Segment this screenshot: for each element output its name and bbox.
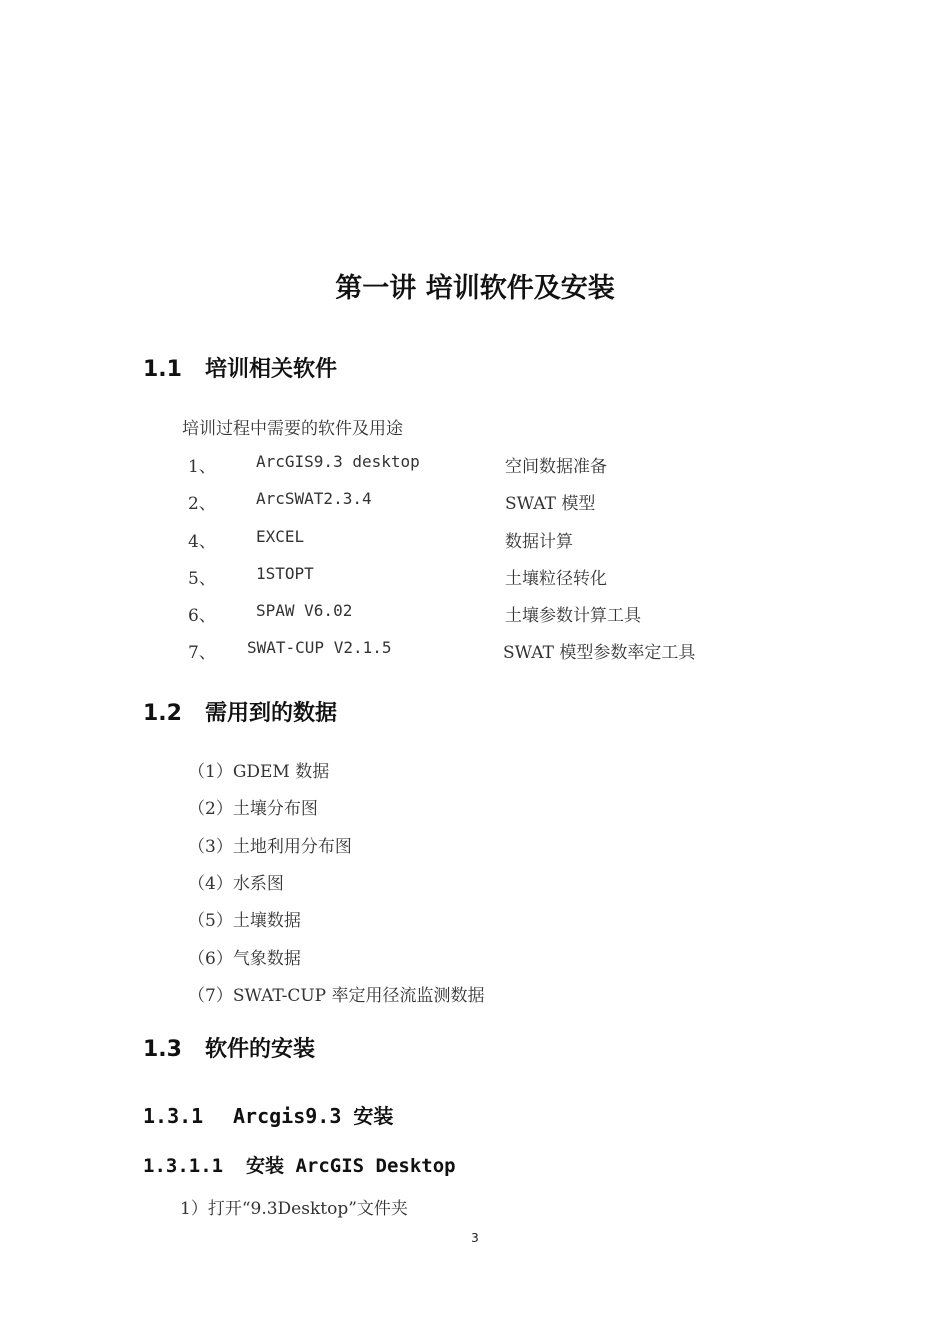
software-index: 4、 (188, 532, 216, 552)
software-row (0, 601, 950, 625)
software-use: 数据计算 (505, 532, 573, 552)
software-index: 6、 (188, 606, 216, 626)
section-title: 培训相关软件 (205, 357, 338, 382)
page-title: 第一讲 培训软件及安装 (335, 273, 615, 304)
software-row (0, 527, 950, 551)
list-item: （4）水系图 (188, 874, 284, 894)
section-title: 需用到的数据 (205, 701, 338, 726)
software-name: ArcSWAT2.3.4 (256, 489, 372, 508)
section-number: 1.2 (143, 701, 182, 726)
software-index: 7、 (188, 643, 216, 663)
software-name: 1STOPT (256, 564, 314, 583)
list-item: （7）SWAT-CUP 率定用径流监测数据 (188, 986, 485, 1006)
software-use: 土壤粒径转化 (505, 569, 607, 589)
software-intro: 培训过程中需要的软件及用途 (182, 419, 403, 439)
section-heading-1-3 (143, 1032, 315, 1063)
install-step: 1）打开“9.3Desktop”文件夹 (180, 1199, 408, 1219)
section-number: 1.1 (143, 357, 182, 382)
subsection-number: 1.3.1.1 (143, 1155, 224, 1177)
subsection-heading-1-3-1 (143, 1100, 393, 1129)
page-number: 3 (471, 1231, 479, 1245)
subsection-number: 1.3.1 (143, 1104, 204, 1128)
subsection-title: Arcgis9.3 安装 (233, 1104, 394, 1128)
software-row (0, 638, 950, 662)
section-heading-1-1 (143, 352, 337, 383)
software-use: SWAT 模型 (505, 494, 596, 514)
list-item: （3）土地利用分布图 (188, 837, 352, 857)
software-use: 空间数据准备 (505, 457, 607, 477)
software-row (0, 489, 950, 513)
software-name: SWAT-CUP V2.1.5 (247, 638, 392, 657)
software-row (0, 564, 950, 588)
software-name: ArcGIS9.3 desktop (256, 452, 420, 471)
software-use: 土壤参数计算工具 (505, 606, 641, 626)
list-item: （6）气象数据 (188, 949, 301, 969)
subsection-title: 安装 ArcGIS Desktop (246, 1155, 456, 1177)
software-index: 2、 (188, 494, 216, 514)
list-item: （1）GDEM 数据 (188, 762, 330, 782)
list-item: （2）土壤分布图 (188, 799, 318, 819)
list-item: （5）土壤数据 (188, 911, 301, 931)
section-title: 软件的安装 (205, 1037, 316, 1062)
software-use: SWAT 模型参数率定工具 (503, 643, 696, 663)
software-row (0, 452, 950, 476)
software-name: SPAW V6.02 (256, 601, 353, 620)
software-index: 5、 (188, 569, 216, 589)
subsection-heading-1-3-1-1 (143, 1151, 456, 1178)
section-heading-1-2 (143, 696, 337, 727)
section-number: 1.3 (143, 1037, 182, 1062)
software-name: EXCEL (256, 527, 305, 546)
software-index: 1、 (188, 457, 216, 477)
